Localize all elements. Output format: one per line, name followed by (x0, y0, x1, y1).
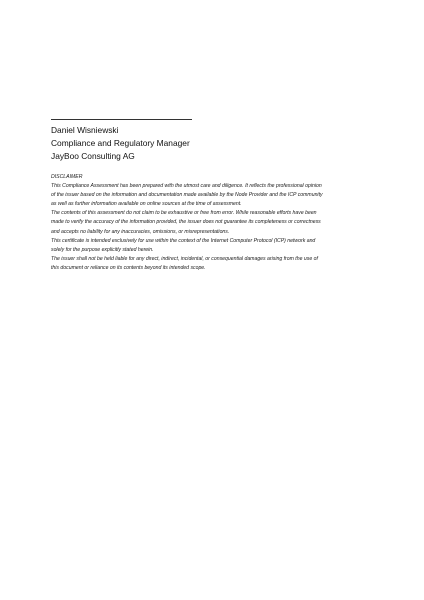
disclaimer-heading: DISCLAIMER (51, 174, 83, 180)
disclaimer-line: made to verify the accuracy of the information provided, the issuer does not guarantee its completeness or correctness (51, 219, 321, 226)
disclaimer-line: This Compliance Assessment has been prepared with the utmost care and diligence. It reflects the professional opinion (51, 183, 322, 190)
disclaimer-line: solely for the purpose explicitly stated herein. (51, 246, 154, 253)
disclaimer-line: this document or reliance on its contents beyond its intended scope. (51, 264, 206, 271)
signatory-name: Daniel Wisniewski (51, 125, 119, 135)
disclaimer-line: This certificate is intended exclusively for use within the context of the Internet Computer Protocol (ICP) network and (51, 237, 316, 244)
disclaimer-line: The contents of this assessment do not claim to be exhaustive or free from error. While reasonable efforts have been (51, 210, 317, 217)
disclaimer-line: and accepts no liability for any inaccuracies, omissions, or misrepresentations. (51, 228, 230, 235)
signatory-block (51, 124, 190, 163)
signature-line (51, 119, 192, 120)
signatory-company: JayBoo Consulting AG (51, 151, 135, 161)
disclaimer-section (51, 173, 381, 273)
disclaimer-line: The issuer shall not be held liable for any direct, indirect, incidental, or consequential damages arising from the use of (51, 255, 318, 262)
signatory-role: Compliance and Regulatory Manager (51, 138, 190, 148)
disclaimer-line: as well as further information available on online sources at the time of assessment. (51, 201, 242, 208)
disclaimer-line: of the issuer based on the information and documentation made available by the Node Provider and the ICP community (51, 192, 323, 199)
